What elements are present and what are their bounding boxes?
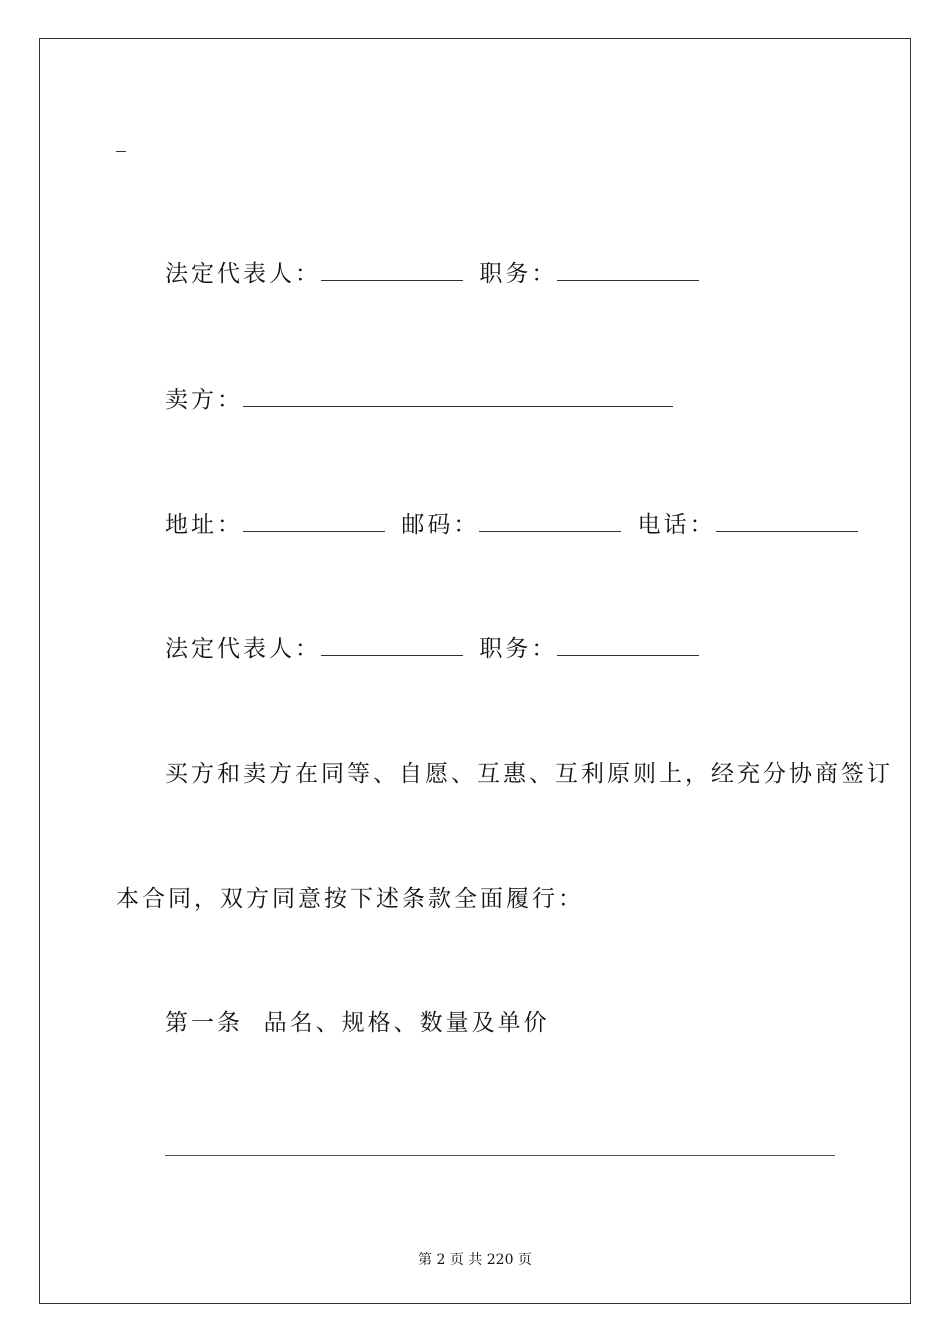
intro-line-2: 本合同，双方同意按下述条款全面履行：: [116, 886, 584, 912]
title-label: 职务：: [479, 261, 558, 287]
zip-label: 邮码：: [401, 512, 480, 538]
rep-label: 法定代表人：: [165, 636, 321, 662]
seller-rep-line: [165, 634, 705, 664]
title-blank[interactable]: [557, 260, 699, 281]
zip-blank[interactable]: [479, 511, 621, 532]
seller-blank[interactable]: [243, 386, 673, 407]
phone-blank[interactable]: [716, 511, 858, 532]
article-1-title: 第一条 品名、规格、数量及单价: [165, 1010, 550, 1036]
seller-line: [165, 385, 679, 415]
address-label: 地址：: [165, 512, 243, 538]
page-footer: 第 2 页 共 220 页: [418, 1252, 532, 1268]
address-blank[interactable]: [243, 511, 385, 532]
page-frame: [39, 38, 911, 1304]
rep-blank[interactable]: [321, 635, 463, 656]
seller-label: 卖方：: [165, 387, 243, 413]
rep-label: 法定代表人：: [165, 261, 321, 287]
contact-line: [165, 510, 864, 540]
title-blank[interactable]: [557, 635, 699, 656]
intro-line-1: 买方和卖方在同等、自愿、互惠、互利原则上，经充分协商签订: [165, 761, 893, 787]
title-label: 职务：: [479, 636, 558, 662]
rep-blank[interactable]: [321, 260, 463, 281]
buyer-rep-line: [165, 259, 705, 289]
phone-label: 电话：: [637, 512, 716, 538]
fill-in-rule[interactable]: [165, 1155, 835, 1156]
header-dash: [116, 151, 126, 152]
